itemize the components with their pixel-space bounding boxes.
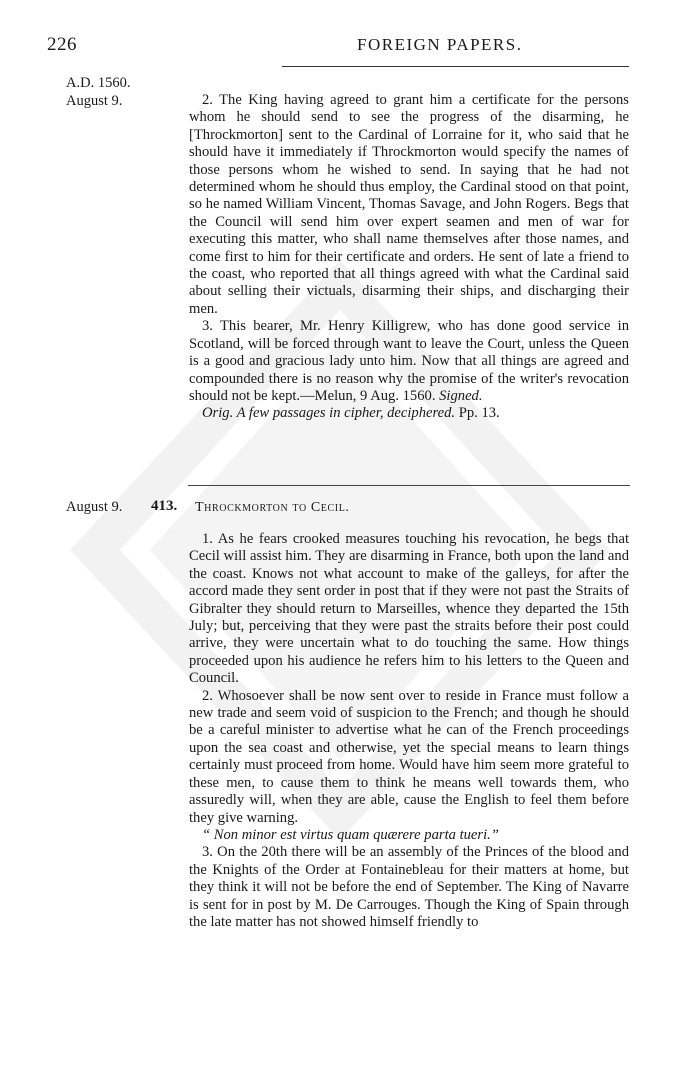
entry-412-paragraph-2: 2. The King having agreed to grant him a certificate for the persons whom he should send to see the progress of the disarming, he [Throckmorton] sent to the Cardinal of Lorraine for it, who said that he should have it immediately if Throckmorton would specify the names of those persons whom he wished to send. In saying that he had not determined whom he should thus employ, the Cardinal stood on that point, so he named William Vincent, Thomas Savage, and John Rogers. Begs that the Council will send him over expert seamen and men of war for executing this matter, who shall name themselves after those names, and come first to him for their certificate and orders. He sent of late a friend to the coast, who reported that all things agreed with what the Cardinal said about selling their victuals, disarming their ships, and discharging their men.	[189, 92, 629, 317]
header-rule	[282, 66, 629, 67]
entry-413-body	[189, 531, 629, 931]
page-header	[47, 34, 632, 64]
entry-412-paragraph-3-text: 3. This bearer, Mr. Henry Killigrew, who has done good service in Scotland, will be forced through want to leave the Court, unless the Queen is a good and gracious lady unto him. Now that all things are agreed and compounded there is no reason why the promise of the writer's revocation should not be kept.—Melun, 9 Aug. 1560.	[189, 318, 629, 404]
page-count: Pp. 13.	[458, 405, 500, 422]
latin-quotation: “ Non minor est virtus quam quærere parta tueri.”	[202, 826, 499, 843]
margin-date: August 9.	[66, 93, 123, 109]
section-divider	[188, 485, 630, 486]
entry-412-endorsement	[189, 405, 629, 422]
page-number: 226	[47, 34, 77, 55]
margin-year: A.D. 1560.	[66, 75, 131, 91]
signed-mark: Signed.	[439, 387, 483, 404]
running-title: FOREIGN PAPERS.	[357, 35, 523, 54]
entry-412-paragraph-3	[189, 318, 629, 405]
entry-412-continued	[189, 92, 629, 423]
entry-413-paragraph-1: 1. As he fears crooked measures touching his revocation, he begs that Cecil will assist him. They are disarming in France, both upon the land and the coast. Knows not what account to make of the galleys, for after the accord made they sent order in post that if they were not past the Straits of Gibralter they should return to Marseilles, whence they departed the 15th July; but, perceiving that they were past the straits before their post could arrive, they were uncertain what to do touching the same. How things proceeded upon his audience he refers him to his letters to the Queen and Council.	[189, 531, 629, 687]
entry-413-number: 413.	[151, 498, 178, 514]
entry-413-paragraph-3: 3. On the 20th there will be an assembly of the Princes of the blood and the Knights of the Order at Fontainebleau for their matters at home, but they think it will not be before the end of September. The King of Navarre is sent for in post by M. De Carrouges. Though the King of Spain through the late matter has not showed himself friendly to	[189, 844, 629, 930]
endorsement-text: Orig. A few passages in cipher, deciphered.	[202, 405, 456, 422]
entry-413-date: August 9.	[66, 499, 123, 515]
entry-413-heading: Throckmorton to Cecil.	[195, 500, 350, 515]
entry-413-paragraph-2: 2. Whosoever shall be now sent over to reside in France must follow a new trade and seem void of suspicion to the French; and though he should be a careful minister to advertise what he can of the French proceedings upon the sea coast and otherwise, yet the special means to learn things certainly must proceed from home. Would have him seem more grateful to these men, to cause them to think he means well towards them, who assuredly will, when they are able, cause the English to feel them before they give warning.	[189, 687, 629, 826]
